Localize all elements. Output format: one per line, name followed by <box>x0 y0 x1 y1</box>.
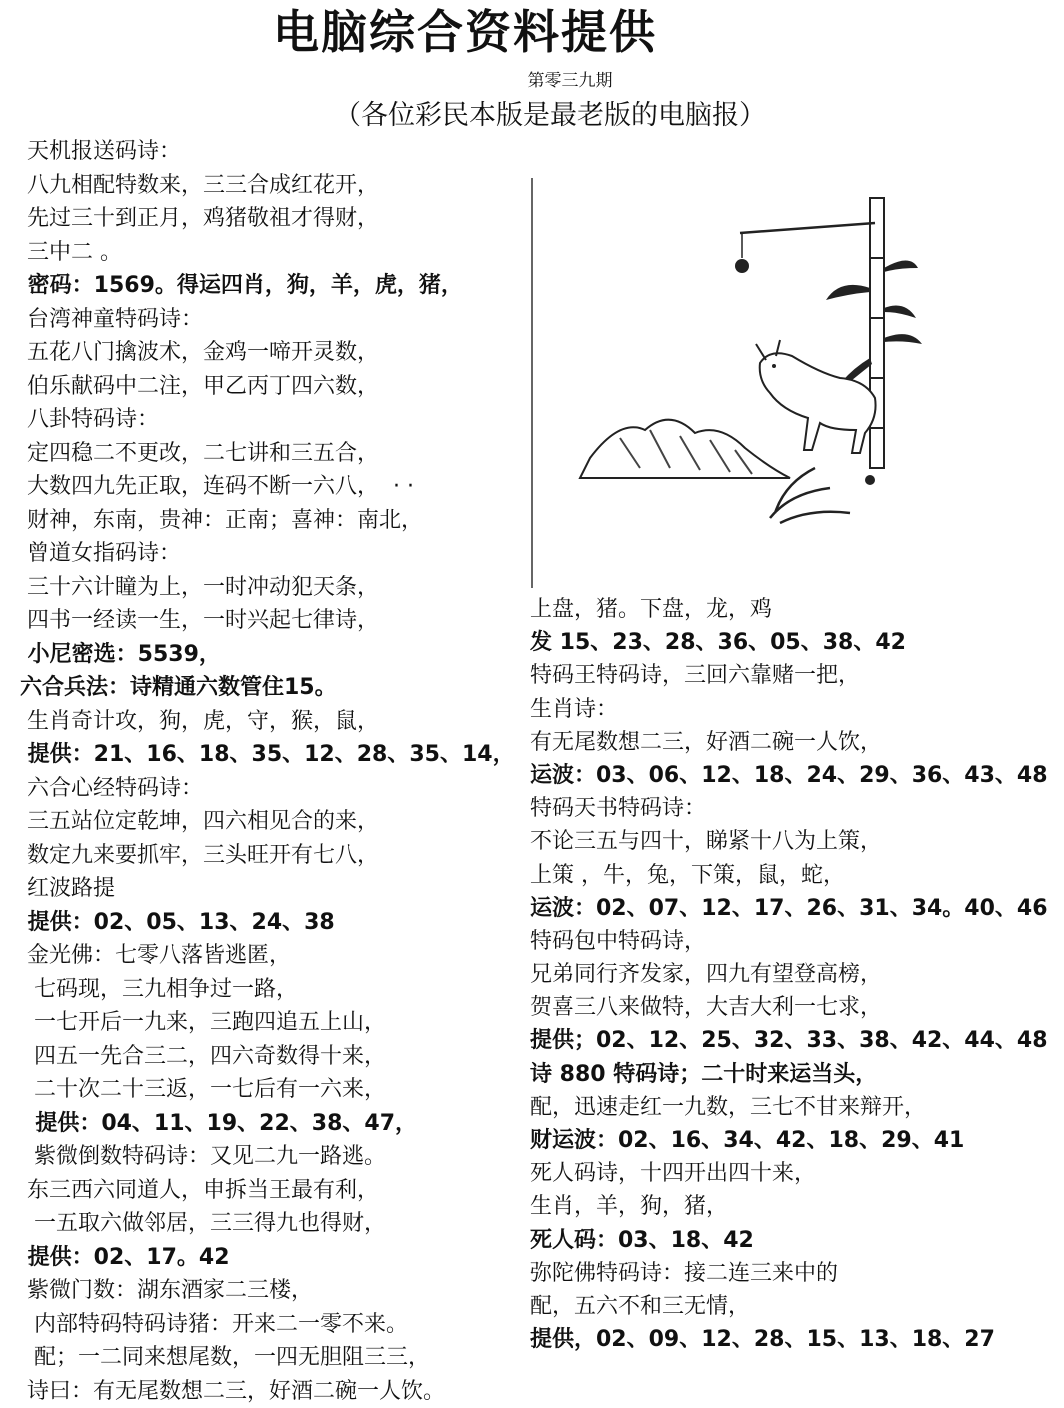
text-line: 发 15、23、28、36、05、38、42 <box>530 626 1050 659</box>
text-line: 死人码：03、18、42 <box>530 1224 1050 1257</box>
hanging-arm <box>740 223 875 233</box>
page-subtitle: （各位彩民本版是最老版的电脑报） <box>240 98 860 134</box>
hanging-coin <box>735 259 749 273</box>
text-line: 配，迅速走红一九数，三七不甘来辩开， <box>530 1091 1050 1124</box>
text-line: 财运波：02、16、34、42、18、29、41 <box>530 1124 1050 1157</box>
right-column <box>530 593 1050 1356</box>
text-line: 有无尾数想二三，好酒二碗一人饮， <box>530 726 1050 759</box>
text-line: 内部特码特码诗猪：开来二一零不来。 <box>20 1308 520 1342</box>
page-title: 电脑综合资料提供 <box>0 4 930 60</box>
text-line: 三十六计瞳为上，一时冲动犯天条， <box>20 571 520 605</box>
text-line: 二十次二十三返，一七后有一六来， <box>20 1073 520 1107</box>
text-line: 天机报送码诗： <box>20 135 520 169</box>
text-line: 一七开后一九来，三跑四追五上山， <box>20 1006 520 1040</box>
text-line: 四书一经读一生，一时兴起七律诗， <box>20 604 520 638</box>
text-line: 不论三五与四十，睇紧十八为上策， <box>530 825 1050 858</box>
text-line: 配；一二同来想尾数，一四无胆阻三三， <box>20 1341 520 1375</box>
text-line: 提供；02、12、25、32、33、38、42、44、48 <box>530 1024 1050 1057</box>
text-line: 运波：03、06、12、18、24、29、36、43、48 <box>530 759 1050 792</box>
text-line: 东三西六同道人，申拆当王最有利， <box>20 1174 520 1208</box>
text-line: 六合兵法：诗精通六数管住15。 <box>20 671 520 705</box>
text-line: 台湾神童特码诗： <box>20 303 520 337</box>
ox-bamboo-illustration <box>530 168 1005 588</box>
text-line: 一五取六做邻居，三三得九也得财， <box>20 1207 520 1241</box>
text-line: 五花八门擒波术，金鸡一啼开灵数， <box>20 336 520 370</box>
text-line: 三中二 。 <box>20 236 520 270</box>
text-line: 提供：02、05、13、24、38 <box>20 906 520 940</box>
text-line: 兄弟同行齐发家，四九有望登高榜， <box>530 958 1050 991</box>
text-line: 先过三十到正月，鸡猪敬祖才得财， <box>20 202 520 236</box>
text-line: 红波路提 <box>20 872 520 906</box>
text-line: 贺喜三八来做特，大吉大利一七求， <box>530 991 1050 1024</box>
text-line: 诗曰：有无尾数想二三，好酒二碗一人饮。 <box>20 1375 520 1408</box>
text-line: 上策 ，牛，兔，下策，鼠，蛇， <box>530 859 1050 892</box>
text-line: 四五一先合三二，四六奇数得十来， <box>20 1040 520 1074</box>
text-line: 提供：21、16、18、35、12、28、35、14， <box>20 738 520 772</box>
text-line: 提供：02、17。42 <box>20 1241 520 1275</box>
text-line: 特码王特码诗，三回六靠赌一把， <box>530 659 1050 692</box>
text-line: 紫微倒数特码诗：又见二九一路逃。 <box>20 1140 520 1174</box>
text-line: 运波：02、07、12、17、26、31、34。40、46 <box>530 892 1050 925</box>
text-line: 紫微门数：湖东酒家二三楼， <box>20 1274 520 1308</box>
text-line: 提供：04、11、19、22、38、47， <box>20 1107 520 1141</box>
text-line: 六合心经特码诗： <box>20 772 520 806</box>
text-line: 死人码诗，十四开出四十来， <box>530 1157 1050 1190</box>
text-line: 特码包中特码诗， <box>530 925 1050 958</box>
left-column <box>20 135 520 1408</box>
text-line: 特码天书特码诗： <box>530 792 1050 825</box>
text-line: 密码：1569。得运四肖，狗，羊，虎，猪， <box>20 269 520 303</box>
text-line: 金光佛：七零八落皆逃匿， <box>20 939 520 973</box>
text-line: 诗 880 特码诗；二十时来运当头， <box>530 1058 1050 1091</box>
text-line: 上盘，猪。下盘，龙，鸡 <box>530 593 1050 626</box>
text-line: 生肖，羊，狗，猪， <box>530 1190 1050 1223</box>
text-line: 数定九来要抓牢，三头旺开有七八， <box>20 839 520 873</box>
text-line: 配，五六不和三无情， <box>530 1290 1050 1323</box>
text-line: 提供，02、09、12、28、15、13、18、27 <box>530 1323 1050 1356</box>
illustration-svg <box>530 168 1005 588</box>
text-line: 三五站位定乾坤，四六相见合的来， <box>20 805 520 839</box>
text-line: 小尼密选：5539， <box>20 638 520 672</box>
issue-number: 第零三九期 <box>470 70 670 92</box>
text-line: 大数四九先正取，连码不断一六八， · · <box>20 470 520 504</box>
bamboo-leaf <box>826 285 870 300</box>
text-line: 财神，东南，贵神：正南；喜神：南北， <box>20 504 520 538</box>
text-line: 弥陀佛特码诗：接二连三来中的 <box>530 1257 1050 1290</box>
text-line: 生肖奇计攻，狗，虎，守，猴，鼠， <box>20 705 520 739</box>
text-line: 伯乐献码中二注，甲乙丙丁四六数， <box>20 370 520 404</box>
text-line: 八九相配特数来，三三合成红花开， <box>20 169 520 203</box>
text-line: 七码现，三九相争过一路， <box>20 973 520 1007</box>
text-line: 八卦特码诗： <box>20 403 520 437</box>
text-line: 生肖诗： <box>530 693 1050 726</box>
mountains <box>580 420 790 478</box>
text-line: 曾道女指码诗： <box>20 537 520 571</box>
text-line: 定四稳二不更改，二七讲和三五合， <box>20 437 520 471</box>
